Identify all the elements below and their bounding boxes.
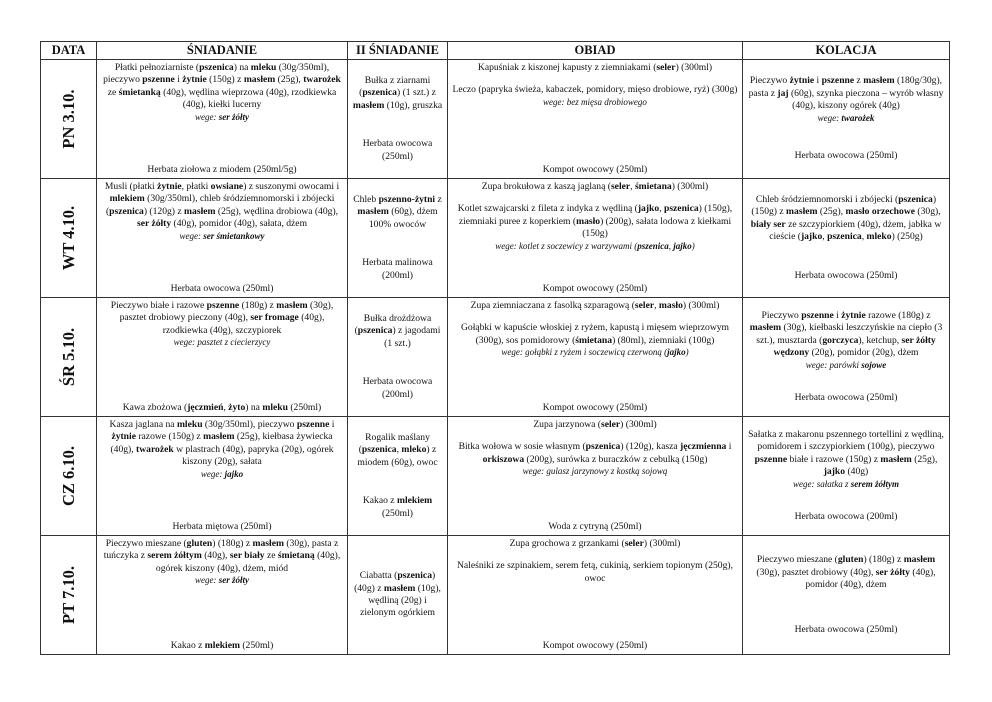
- wege-text: wege: ser żółty: [195, 111, 249, 122]
- lunch-cell: [448, 298, 743, 417]
- meal-text: Chleb pszenno-żytni z masłem (60g), dżem 100% owoców: [353, 193, 442, 230]
- drink-text: Kompot owocowy (250ml): [542, 163, 648, 175]
- dinner-cell: [743, 417, 950, 536]
- meal-text: Pieczywo pszenne i żytnie razowe (180g) z masłem (30g), kiełbaski leszczyńskie na ciepło (3 szt.), musztarda (gorczyca), ketchup, ser żółty wędzony (20g), pomidor (20g), dżem: [749, 309, 943, 359]
- meal-text: Rogalik maślany (pszenica, mleko) z miodem (60g), owoc: [357, 431, 438, 468]
- meal-text: Pieczywo żytnie i pszenne z masłem (180g/30g), pasta z jaj (60g), szynka pieczona – wyrób własny (40g), kiszony ogórek (40g): [748, 75, 944, 112]
- header-date: DATA: [41, 42, 97, 60]
- header-dinner: KOLACJA: [743, 42, 950, 60]
- meal-plan-table: [40, 41, 950, 655]
- soup-text: Kapuśniak z kiszonej kapusty z ziemniakami (seler) (300ml): [477, 62, 713, 73]
- meal-text: Ciabatta (pszenica) (40g) z masłem (10g), wędliną (20g) i zielonym ogórkiem: [354, 570, 441, 619]
- dinner-cell: [743, 60, 950, 179]
- dinner-cell: [743, 536, 950, 655]
- meal-text: Pieczywo mieszane (gluten) (180g) z masłem (30g), pasta z tuńczyka z serem żółtym (40g), ser biały ze śmietaną (40g), ogórek kiszony (40g), dżem, miód: [103, 538, 341, 574]
- wege-text: wege: sałatka z serem żółtym: [793, 478, 899, 489]
- day-cell: [41, 536, 97, 655]
- drink-text: Kawa zbożowa (jęczmień, żyto) na mleku (250ml): [122, 401, 322, 413]
- drink-text: Herbata owocowa (250ml): [794, 150, 898, 162]
- header-row: [41, 42, 950, 60]
- meal-text: Gołąbki w kapuście włoskiej z ryżem, kapustą i mięsem wieprzowym (300g), sos pomidorowy (śmietana) (80ml), ziemniaki (100g): [460, 322, 730, 346]
- day-row: [41, 179, 950, 298]
- meal-text: Sałatka z makaronu pszennego tortellini z wędliną, pomidorem i szczypiorkiem (100g), pieczywo pszenne białe i razowe (150g) z masłem (25g), jajko (40g): [748, 428, 944, 478]
- meal-text: Chleb śródziemnomorski i zbójecki (pszenica) (150g) z masłem (25g), masło orzechowe (30g), biały ser ze szczypiorkiem (40g), dżem, jabłka w cieście (jajko, pszenica, mleko) (250g): [750, 193, 942, 243]
- wege-text: wege: twarożek: [817, 112, 875, 123]
- drink-text: Herbata owocowa (250ml): [794, 623, 898, 635]
- lunch-cell: [448, 60, 743, 179]
- wege-text: wege: pasztet z ciecierzycy: [173, 337, 271, 348]
- dinner-cell: [743, 298, 950, 417]
- day-row: [41, 536, 950, 655]
- wege-text: wege: parówki sojowe: [805, 359, 887, 370]
- day-label: PT 7.10.: [58, 566, 78, 624]
- wege-text: wege: ser śmietankowy: [179, 230, 265, 241]
- soup-text: Zupa grochowa z grzankami (seler) (300ml): [509, 538, 681, 549]
- wege-text: wege: gołąbki z ryżem i soczewicą czerwoną (jajko): [501, 347, 689, 358]
- breakfast-cell: [97, 417, 348, 536]
- drink-text: Woda z cytryną (250ml): [548, 520, 642, 532]
- drink-text: Herbata miętowa (250ml): [172, 520, 272, 532]
- day-cell: [41, 417, 97, 536]
- header-lunch: OBIAD: [448, 42, 743, 60]
- drink-text: Herbata owocowa (250ml): [794, 269, 898, 281]
- meal-text: Musli (płatki żytnie, płatki owsiane) z suszonymi owocami i mlekiem (30g/350ml), chleb śródziemnomorski i zbójecki (pszenica) (120g) z masłem (25g), wędlina drobiowa (40g), ser żółty (40g), pomidor (40g), sałata, dżem: [104, 181, 340, 230]
- lunch-cell: [448, 536, 743, 655]
- drink-text: Herbata owocowa (250ml): [794, 391, 898, 403]
- second-cell: [348, 298, 448, 417]
- wege-text: wege: gulasz jarzynowy z kostką sojową: [522, 466, 668, 477]
- second-cell: [348, 417, 448, 536]
- day-cell: [41, 60, 97, 179]
- meal-text: Bułka drożdżowa (pszenica) z jagodami (1 szt.): [354, 312, 441, 349]
- meal-text: Pieczywo białe i razowe pszenne (180g) z masłem (30g), pasztet drobiowy pieczony (40g), ser fromage (40g), rzodkiewka (40g), szczypiorek: [110, 300, 334, 336]
- meal-text: Pieczywo mieszane (gluten) (180g) z masłem (30g), pasztet drobiowy (40g), ser żółty (40g), pomidor (40g), dżem: [756, 554, 936, 590]
- header-second-breakfast: II ŚNIADANIE: [348, 42, 448, 60]
- drink-text: Herbata ziołowa z miodem (250ml/5g): [147, 163, 297, 175]
- drink-text: Herbata owocowa (200ml): [794, 510, 898, 522]
- soup-text: Zupa brokułowa z kaszą jaglaną (seler, śmietana) (300ml): [481, 181, 709, 192]
- day-cell: [41, 179, 97, 298]
- drink-text: Kompot owocowy (250ml): [542, 639, 648, 651]
- soup-text: Zupa ziemniaczana z fasolką szparagową (seler, masło) (300ml): [470, 300, 720, 311]
- second-cell: [348, 60, 448, 179]
- breakfast-cell: [97, 536, 348, 655]
- day-label: ŚR 5.10.: [58, 327, 78, 387]
- dinner-cell: [743, 179, 950, 298]
- lunch-cell: [448, 179, 743, 298]
- wege-text: wege: bez mięsa drobiowego: [543, 96, 647, 107]
- day-label: CZ 6.10.: [58, 445, 78, 507]
- header-breakfast: ŚNIADANIE: [97, 42, 348, 60]
- meal-text: Bułka z ziarnami (pszenica) (1 szt.) z masłem (10g), gruszka: [352, 74, 443, 111]
- second-cell: [348, 536, 448, 655]
- meal-text: Płatki pełnoziarniste (pszenica) na mleku (30g/350ml), pieczywo pszenne i żytnie (150g) z masłem (25g), twarożek ze śmietanką (40g), wędlina wieprzowa (40g), rzodkiewka (40g), kiełki lucerny: [103, 62, 341, 111]
- day-row: [41, 60, 950, 179]
- breakfast-cell: [97, 179, 348, 298]
- drink-text: Kompot owocowy (250ml): [542, 282, 648, 294]
- meal-text: Bitka wołowa w sosie własnym (pszenica) (120g), kasza jęczmienna i orkiszowa (200g), surówka z buraczków z cebulką (150g): [458, 441, 732, 465]
- drink-text: Herbata owocowa (250ml): [170, 282, 274, 294]
- drink-text: Kakao z mlekiem (250ml): [170, 639, 274, 651]
- day-row: [41, 298, 950, 417]
- wege-text: wege: ser żółty: [195, 575, 249, 586]
- wege-text: wege: jajko: [200, 468, 244, 479]
- drink-text: Herbata owocowa (200ml): [362, 376, 433, 400]
- day-cell: [41, 298, 97, 417]
- breakfast-cell: [97, 60, 348, 179]
- drink-text: Herbata owocowa (250ml): [362, 138, 433, 162]
- wege-text: wege: kotlet z soczewicy z warzywami (pszenica, jajko): [495, 240, 695, 251]
- second-cell: [348, 179, 448, 298]
- drink-text: Herbata malinowa (200ml): [362, 257, 433, 281]
- drink-text: Kakao z mlekiem (250ml): [362, 495, 433, 519]
- meal-text: Leczo (papryka świeża, kabaczek, pomidory, mięso drobiowe, ryż) (300g): [452, 84, 738, 96]
- day-label: WT 4.10.: [58, 205, 78, 271]
- meal-text: Naleśniki ze szpinakiem, serem fetą, cukinią, serkiem topionym (250g), owoc: [456, 560, 733, 584]
- day-label: PN 3.10.: [58, 89, 78, 149]
- meal-text: Kotlet szwajcarski z fileta z indyka z wędliną (jajko, pszenica) (150g), ziemniaki puree z koperkiem (masło) (200g), sałata lodowa z kiełkami (150g): [457, 203, 733, 240]
- lunch-cell: [448, 417, 743, 536]
- soup-text: Zupa jarzynowa (seler) (300ml): [533, 419, 657, 430]
- meal-text: Kasza jaglana na mleku (30g/350ml), pieczywo pszenne i żytnie razowe (150g) z masłem (25g), kiełbasa żywiecka (40g), twarożek w plastrach (40g), papryka (20g), ogórek kiszony (20g), sałata: [109, 419, 335, 468]
- drink-text: Kompot owocowy (250ml): [542, 401, 648, 413]
- day-row: [41, 417, 950, 536]
- breakfast-cell: [97, 298, 348, 417]
